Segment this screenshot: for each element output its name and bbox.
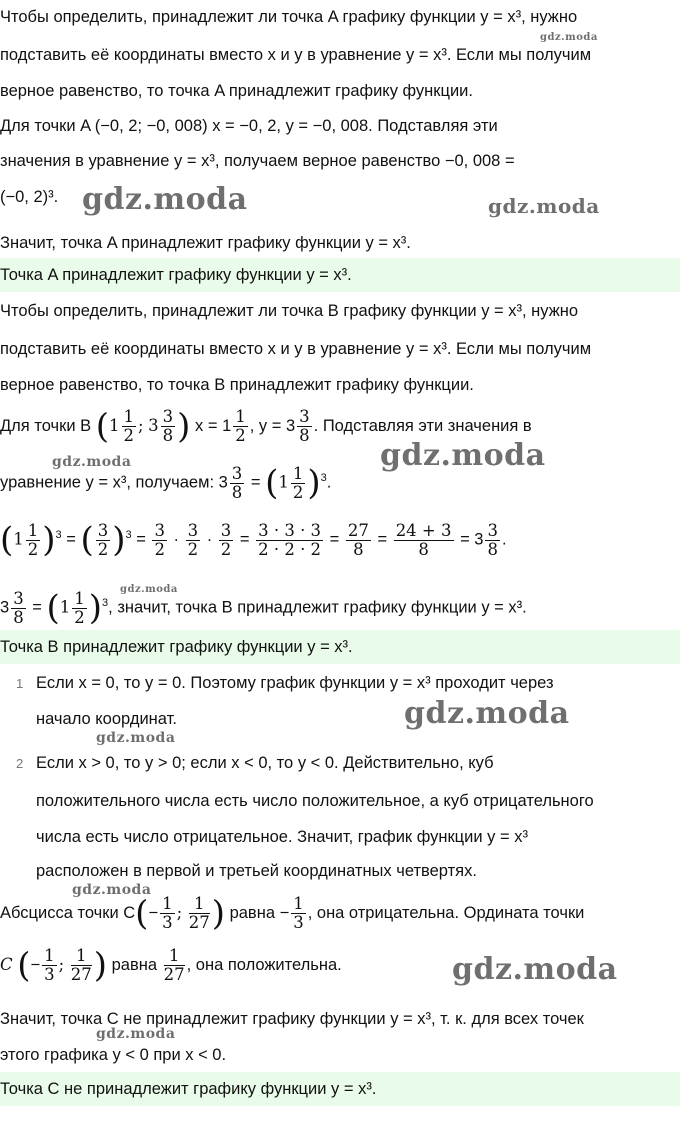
text-line: этого графика y < 0 при x < 0.	[0, 1046, 227, 1064]
text-line: (−0, 2)³.	[0, 188, 59, 206]
text-line: Чтобы определить, принадлежит ли точка A графику функции y = x³, нужно	[0, 8, 578, 26]
text-line: (1 $\frac{1}{2}$ )$^3$ = ( $\frac{3}{2}$ )$^3$ = $\frac{3}{2}$ · $\frac{3}{2}$ · $\frac{3}{2}$ = $\frac{3 \cdot 3 \cdot 3}{2 \cdot 2 \cdot 2}$ = $\frac{27}{8}$ = $\frac{24 + 3}{8}$ = 3 $\frac{3}{8}$ .	[0, 520, 507, 561]
answer-highlight: Точка A принадлежит графику функции y = x³.	[0, 258, 680, 292]
list-number: 1	[16, 676, 24, 691]
list-item: Если x = 0, то y = 0. Поэтому график функции y = x³ проходит через	[36, 674, 554, 692]
text-line: Абсцисса точки C(− $\frac{1}{3}$ ; $\frac{1}{27}$ ) равна − $\frac{1}{3}$ , она отрицательна. Ордината точки	[0, 893, 585, 934]
watermark-logo: gdz.moda	[540, 32, 598, 43]
text-line: Значит, точка A принадлежит графику функции y = x³.	[0, 234, 411, 252]
text-line: верное равенство, то точка B принадлежит графику функции.	[0, 376, 474, 394]
text-line: подставить её координаты вместо x и y в уравнение y = x³. Если мы получим	[0, 46, 592, 64]
watermark-logo: gdz.moda	[488, 194, 600, 218]
watermark-logo: gdz.moda	[96, 730, 176, 746]
list-item: числа есть число отрицательное. Значит, график функции y = x³	[36, 828, 528, 846]
answer-highlight: Точка C не принадлежит графику функции y = x³.	[0, 1072, 680, 1106]
text-line: подставить её координаты вместо x и y в уравнение y = x³. Если мы получим	[0, 340, 592, 358]
list-number: 2	[16, 756, 24, 771]
watermark-logo: gdz.moda	[52, 454, 132, 470]
text-line: верное равенство, то точка A принадлежит графику функции.	[0, 82, 473, 100]
text-line: Для точки A (−0, 2; −0, 008) x = −0, 2, y = −0, 008. Подставляя эти	[0, 117, 498, 135]
text-line: уравнение y = x³, получаем: 3 $\frac{3}{8}$ = (1 $\frac{1}{2}$ )$^3$.	[0, 463, 332, 504]
watermark-logo: gdz.moda	[452, 952, 618, 987]
list-item: положительного числа есть число положительное, а куб отрицательного	[36, 792, 594, 810]
answer-highlight: Точка B принадлежит графику функции y = x³.	[0, 630, 680, 664]
watermark-logo: gdz.moda	[380, 438, 546, 473]
text-line: Значит, точка C не принадлежит графику функции y = x³, т. к. для всех точек	[0, 1010, 584, 1028]
watermark-logo: gdz.moda	[82, 182, 248, 217]
watermark-logo: gdz.moda	[120, 584, 178, 595]
watermark-logo: gdz.moda	[72, 882, 152, 898]
watermark-logo: gdz.moda	[96, 1026, 176, 1042]
list-item: Если x > 0, то y > 0; если x < 0, то y < 0. Действительно, куб	[36, 754, 494, 772]
text-line: 3 $\frac{3}{8}$ = (1 $\frac{1}{2}$ )$^3$, значит, точка B принадлежит графику функции y = x³.	[0, 588, 527, 629]
text-line: C (− $\frac{1}{3}$ ; $\frac{1}{27}$ ) равна $\frac{1}{27}$ , она положительна.	[0, 945, 342, 986]
text-line: Чтобы определить, принадлежит ли точка B графику функции y = x³, нужно	[0, 302, 579, 320]
text-line: Для точки B (1 $\frac{1}{2}$ ; 3 $\frac{3}{8}$ ) x = 1 $\frac{1}{2}$ , y = 3 $\frac{3}{8}$ . Подставляя эти значения в	[0, 406, 532, 447]
text-line: значения в уравнение y = x³, получаем верное равенство −0, 008 =	[0, 152, 515, 170]
watermark-logo: gdz.moda	[404, 696, 570, 731]
list-item: расположен в первой и третьей координатных четвертях.	[36, 862, 477, 880]
list-item: начало координат.	[36, 710, 177, 728]
